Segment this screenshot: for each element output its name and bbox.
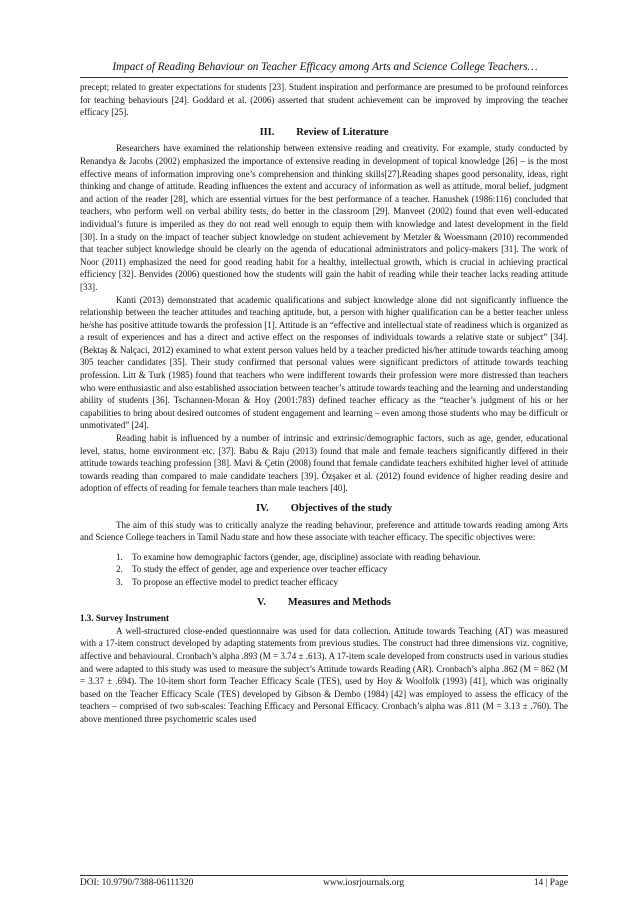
objectives-list: [80, 551, 568, 589]
intro-paragraph: precept; related to greater expectations for students [23]. Student inspiration and performance are presumed to be profound reinforces for teaching behaviours [24]. Goddard et al. (2006) asserted that student achievement can be improved by improving the teacher efficacy [25].: [80, 82, 568, 118]
section-heading-review: [80, 127, 568, 140]
review-paragraph-1: Researchers have examined the relationship between extensive reading and creativity. For example, study conducted by Renandya & Jacobs (2002) emphasized the importance of extensive reading in development of topical knowledge [26] – is the most effective means of information improving one’s comprehension and thinking skills[27].Reading shapes good personality, ideas, right thinking and change of attitude. Reading influences the extent and accuracy of information as well as attitude, moral belief, judgment and action of the reader [28], which are essential virtues for the best performance of a teacher. Hanushek (1986:116) concluded that teachers, who perform well on verbal ability tests, do better in the classroom [29]. Manveet (2002) found that even well-educated individual’s future is imperiled as they do not read well enough to equip them with knowledge and latest development in the field [30]. In a study on the impact of teacher subject knowledge on student achievement by Metzler & Woessmann (2010) recommended that teacher subject knowledge should be clearly on the agenda of educational administrators and policy-makers [31]. The work of Noor (2011) emphasized the need for good reading habit for a healthy, intellectual growth, which is crucial in achieving practical efficiency [32]. Benvides (2006) questioned how the students will gain the habit of reading while their teacher lacks reading attitude [33].: [80, 143, 568, 292]
review-paragraph-2: Kanti (2013) demonstrated that academic qualifications and subject knowledge alone did not significantly influence the relationship between the teacher attitudes and teaching aptitude, but, a person with higher qualification can be a better teacher unless he/she has positive attitude towards the profession [1]. Attitude is an “effective and intellectual state of readiness which is organized as a result of experiences and has a direct and active effect on the responses of individuals towards a relative state or subject” [34]. (Bektaş & Nalçaci, 2012) examined to what extent person values held by a teacher predicted his/her attitude towards teaching among 305 teacher candidates [35]. Their study confirmed that personal values were significant predictors of attitude towards teaching profession. Litt & Turk (1985) found that teachers who were indifferent towards their profession were more distressed than teachers who were enthusiastic and also established association between teacher’s attitude towards teaching and the learning and understanding ability of students [36]. Tschannen-Moran & Hoy (2001:783) defined teacher efficacy as the “teacher’s judgment of his or her capabilities to bring about desired outcomes of student engagement and learning – even among those students who may be difficult or unmotivated” [24].: [80, 294, 568, 431]
section-title: Objectives of the study: [290, 503, 393, 514]
methods-paragraph: A well-structured close-ended questionnaire was used for data collection. Attitude towards Teaching (AT) was measured with a 17-item construct developed by adapting statements from previous studies. The construct had three dimensions viz. cognitive, affective and behavioural. Cronbach’s alpha .893 (M = 3.74 ± .613). A 17-item scale developed from constructs used in various studies and were adapted to this study was used to measure the subject’s Attitude towards Reading (AR). Cronbach’s alpha .862 (M = 862 (M = 3.37 ± .694). The 10-item short form Teacher Efficacy Scale (TES), used by Hoy & Woolfolk (1993) [41], which was originally based on the Teacher Efficacy Scale (TES) developed by Gibson & Dembo (1984) [42] was employed to assess the efficacy of the teachers – comprised of two sub-scales: Teaching Efficacy and Personal Efficacy. Cronbach’s alpha was .811 (M = 3.13 ± .760). The above mentioned three psychometric scales used: [80, 625, 569, 724]
footer-rule: [80, 875, 568, 876]
review-paragraph-3: Reading habit is influenced by a number of intrinsic and extrinsic/demographic factors, such as age, gender, educational level, status, home environment etc. [37]. Babu & Raju (2013) found that male and female teachers significantly differed in their attitude towards teaching profession [38]. Mavi & Çetin (2008) found that female candidate teachers exhibited higher level of attitude towards reading than compared to male candidate teachers [39]. Özşaker et al. (2012) found evidence of higher reading desire and adoption of effects of reading for female teachers than male teachers [40].: [80, 433, 568, 494]
section-number: IV.: [255, 503, 269, 514]
section-title: Review of Literature: [296, 126, 389, 138]
running-header: Impact of Reading Behaviour on Teacher Efficacy among Arts and Science College Teachers…: [112, 61, 538, 73]
page-number: 14 | Page: [533, 878, 568, 888]
objectives-paragraph: The aim of this study was to critically analyze the reading behaviour, preference and attitude towards reading among Arts and Science College teachers in Tamil Nadu state and how these associate with teacher efficacy. The specific objectives were:: [80, 519, 568, 543]
header-rule: [80, 77, 568, 78]
page-footer: [80, 878, 568, 888]
section-title: Measures and Methods: [287, 596, 391, 608]
body-text: [80, 81, 568, 726]
list-item: 3. To propose an effective model to predict teacher efficacy: [116, 576, 339, 587]
list-item: 2. To study the effect of gender, age and experience over teacher efficacy: [116, 564, 388, 575]
journal-website: www.iosrjournals.org: [323, 878, 405, 888]
section-number: V.: [257, 596, 266, 608]
subsection-heading: 1.3. Survey Instrument: [80, 613, 169, 624]
section-heading-methods: [80, 597, 568, 610]
doi-label: DOI: 10.9790/7388-06111320: [80, 878, 194, 888]
section-number: III.: [259, 126, 275, 138]
section-heading-objectives: [80, 503, 568, 516]
list-item: 1. To examine how demographic factors (gender, age, discipline) associate with reading behaviour.: [116, 551, 481, 562]
